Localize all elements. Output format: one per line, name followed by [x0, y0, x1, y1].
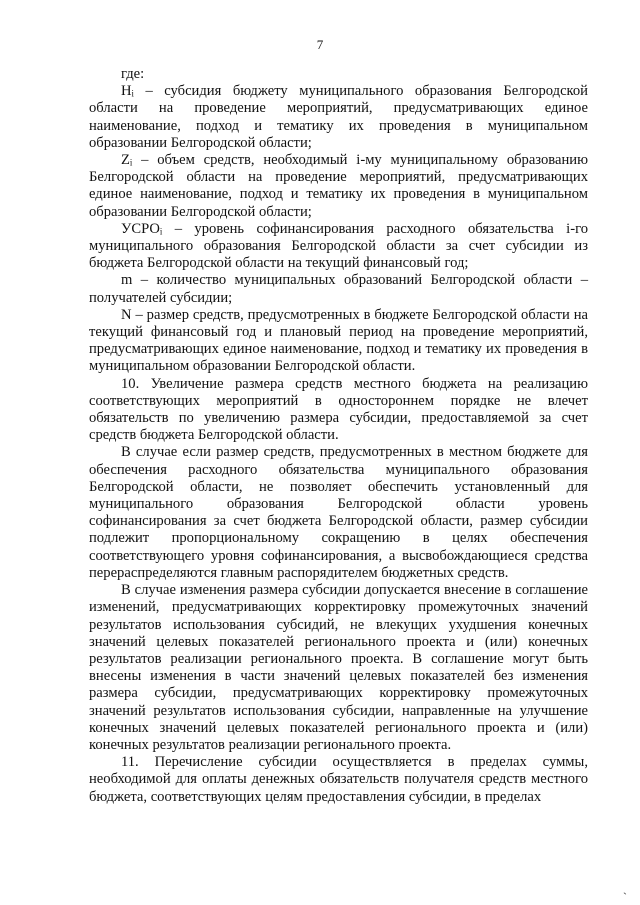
document-body [89, 66, 588, 806]
paragraph-subsidy-change: В случае изменения размера субсидии допускается внесение в соглашение изменений, предусматривающих корректировку промежуточных значений результатов использования субсидий, не влекущих ухудшения конечных значений целевых показателей регионального проекта и (или) конечных результатов реализации регионального проекта. В соглашение могут быть внесены изменения в части значений целевых показателей без изменения размера субсидии, предусматривающих корректировку промежуточных значений результатов использования субсидии, направленные на улучшение конечных значений целевых показателей регионального проекта и (или) конечных результатов реализации регионального проекта. [89, 582, 588, 753]
scan-speck: ˎ [623, 881, 627, 895]
paragraph-h-definition: Hᵢ – субсидия бюджету муниципального образования Белгородской области на проведение мероприятий, предусматривающих единое наименование, подход и тематику их проведения в муниципальном образовании Белгородской области; [89, 83, 588, 151]
paragraph-z-definition: Zᵢ – объем средств, необходимый i-му муниципальному образованию Белгородской области на проведение мероприятий, предусматривающих единое наименование, подход и тематику их проведения в муниципальном образовании Белгородской области; [89, 152, 588, 220]
paragraph-where: где: [121, 66, 145, 82]
paragraph-m-definition: m – количество муниципальных образований Белгородской области – получателей субсидии; [89, 272, 588, 306]
paragraph-clause-11: 11. Перечисление субсидии осуществляется в пределах суммы, необходимой для оплаты денежных обязательств получателя средств местного бюджета, соответствующих целям предоставления субсидии, в пределах [89, 754, 588, 805]
page-number: 7 [316, 37, 324, 52]
paragraph-usro-definition: УСРОᵢ – уровень софинансирования расходного обязательства i-го муниципального образования Белгородской области за счет субсидии из бюджета Белгородской области на текущий финансовый год; [89, 220, 588, 272]
paragraph-clause-10: 10. Увеличение размера средств местного бюджета на реализацию соответствующих мероприятий в одностороннем порядке не влечет обязательств по увеличению размера субсидии, предоставляемой за счет средств бюджета Белгородской области. [89, 375, 588, 444]
paragraph-n-definition: N – размер средств, предусмотренных в бюджете Белгородской области на текущий финансовый год и плановый период на проведение мероприятий, предусматривающих единое наименование, подход и тематику их проведения в муниципальном образовании Белгородской области. [89, 306, 588, 375]
paragraph-insufficient-funds: В случае если размер средств, предусмотренных в местном бюджете для обеспечения расходного обязательства муниципального образования Белгородской области, не позволяет обеспечить установленный для муниципального образования Белгородской области уровень софинансирования за счет бюджета Белгородской области, размер субсидии подлежит пропорциональному сокращению в целях обеспечения соответствующего уровня софинансирования, а высвобождающиеся средства перераспределяются главным распорядителем бюджетных средств. [89, 444, 588, 581]
